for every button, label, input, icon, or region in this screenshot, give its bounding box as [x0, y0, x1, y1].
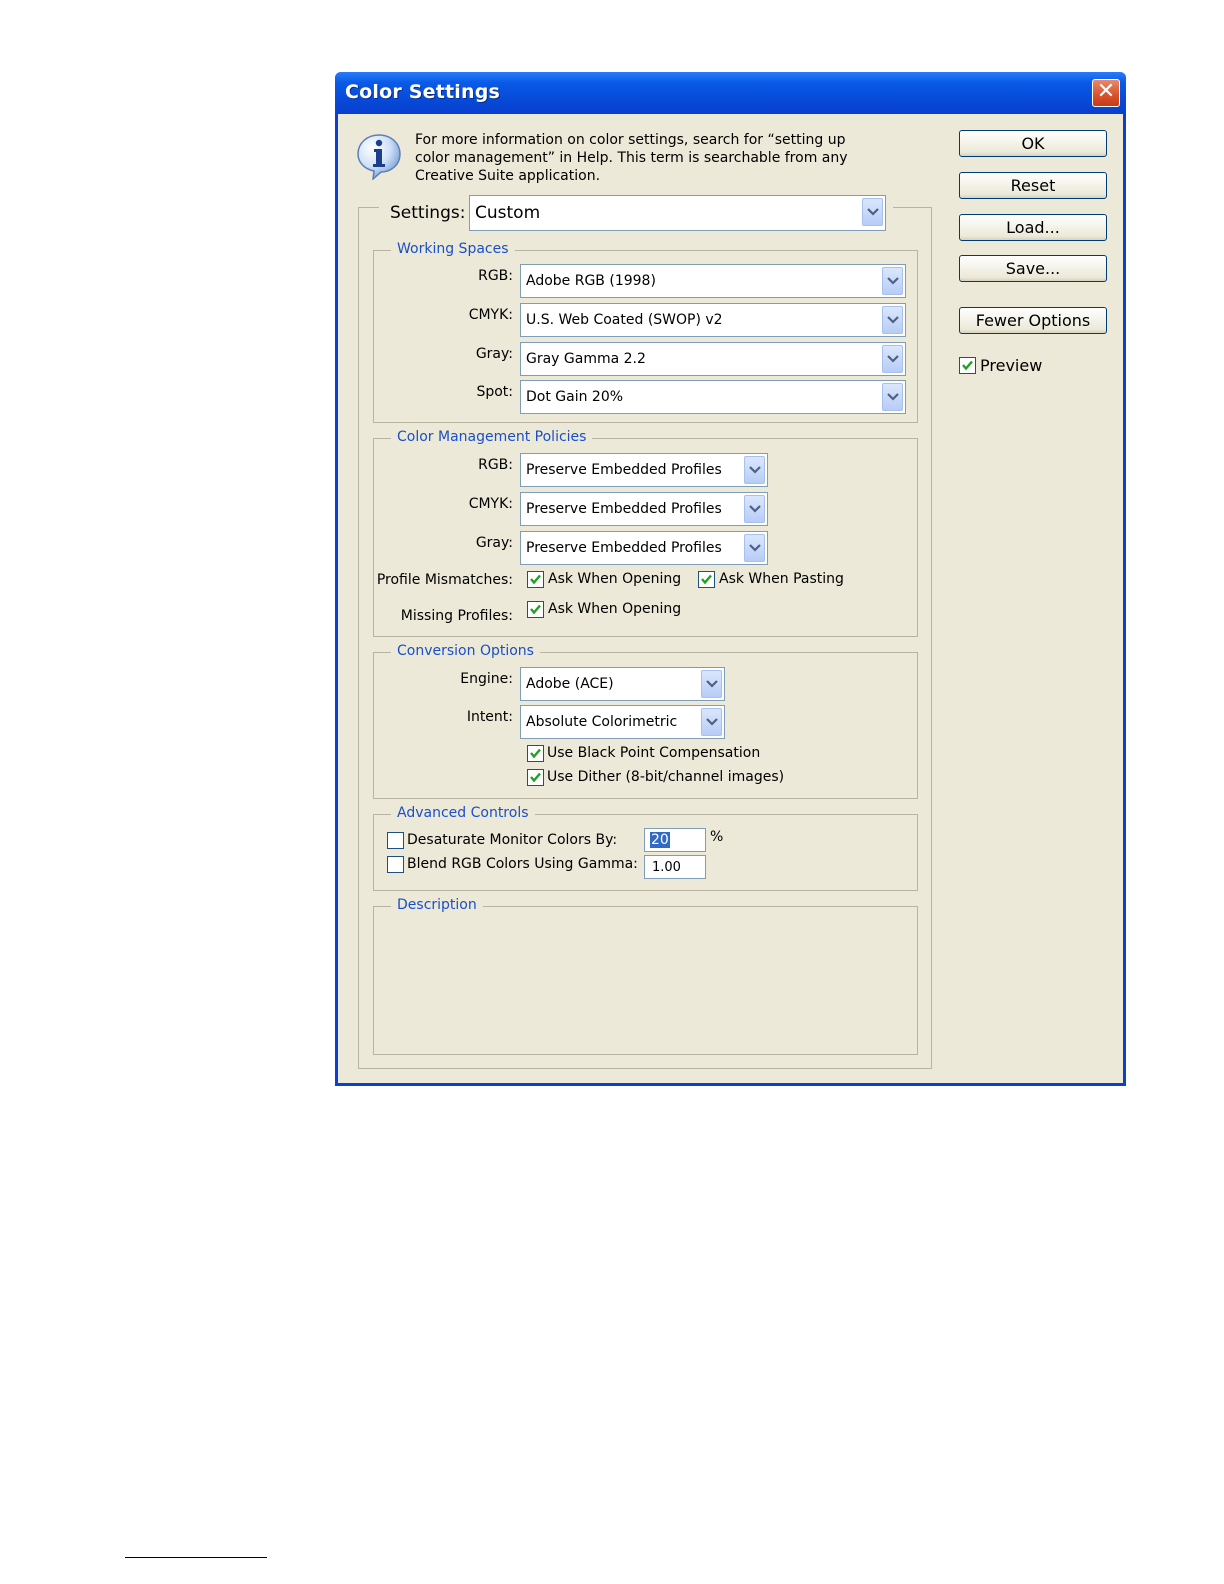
chevron-down-icon[interactable]: [882, 345, 903, 373]
window-title: Color Settings: [345, 81, 501, 103]
close-icon: ✕: [1096, 79, 1116, 104]
ask-opening-label[interactable]: Ask When Opening: [548, 571, 682, 587]
ws-gray-value: Gray Gamma 2.2: [526, 351, 646, 367]
ws-cmyk-label: CMYK:: [468, 307, 513, 323]
chevron-down-icon[interactable]: [701, 708, 722, 736]
ws-spot-dropdown[interactable]: [520, 380, 906, 414]
preview-checkbox[interactable]: [959, 357, 976, 374]
dither-label[interactable]: Use Dither (8-bit/channel images): [547, 769, 785, 785]
mismatch-label: Profile Mismatches:: [376, 572, 513, 588]
pol-cmyk-value: Preserve Embedded Profiles: [526, 501, 722, 517]
chevron-down-icon[interactable]: [744, 495, 765, 523]
ws-rgb-dropdown[interactable]: [520, 264, 906, 298]
ws-rgb-label: RGB:: [478, 268, 513, 284]
close-button[interactable]: [1092, 79, 1120, 107]
info-line-2: color management” in Help. This term is searchable from any: [415, 150, 848, 166]
conversion-legend: Conversion Options: [391, 643, 540, 659]
ws-spot-value: Dot Gain 20%: [526, 389, 624, 405]
description-group: [373, 906, 918, 1055]
chevron-down-icon[interactable]: [882, 267, 903, 295]
advanced-group: [373, 814, 918, 891]
intent-label: Intent:: [466, 709, 513, 725]
engine-label: Engine:: [460, 671, 513, 687]
pol-rgb-dropdown[interactable]: [520, 453, 768, 487]
ask-pasting-checkbox[interactable]: [698, 571, 715, 588]
missing-ask-opening-checkbox[interactable]: [527, 601, 544, 618]
save-button[interactable]: Save...: [959, 255, 1107, 282]
policies-legend: Color Management Policies: [391, 429, 592, 445]
ws-gray-dropdown[interactable]: [520, 342, 906, 376]
pol-rgb-label: RGB:: [478, 457, 513, 473]
info-icon: [355, 132, 403, 180]
info-line-1: For more information on color settings, search for “setting up: [415, 132, 846, 148]
chevron-down-icon[interactable]: [882, 383, 903, 411]
ask-opening-checkbox[interactable]: [527, 571, 544, 588]
pol-gray-label: Gray:: [475, 535, 513, 551]
percent-label: %: [710, 829, 724, 845]
settings-header: [379, 194, 893, 234]
settings-value: Custom: [475, 203, 541, 223]
desaturate-input[interactable]: [644, 828, 706, 852]
description-legend: Description: [391, 897, 483, 913]
info-line-3: Creative Suite application.: [415, 168, 601, 184]
pol-gray-dropdown[interactable]: [520, 531, 768, 565]
chevron-down-icon[interactable]: [701, 670, 722, 698]
ok-button[interactable]: OK: [959, 130, 1107, 157]
pol-gray-value: Preserve Embedded Profiles: [526, 540, 722, 556]
title-bar[interactable]: [335, 72, 1126, 114]
engine-value: Adobe (ACE): [526, 676, 614, 692]
ws-rgb-value: Adobe RGB (1998): [526, 273, 656, 289]
advanced-legend: Advanced Controls: [391, 805, 535, 821]
missing-label: Missing Profiles:: [400, 608, 513, 624]
engine-dropdown[interactable]: [520, 667, 725, 701]
dither-checkbox[interactable]: [527, 769, 544, 786]
chevron-down-icon[interactable]: [744, 534, 765, 562]
chevron-down-icon[interactable]: [882, 306, 903, 334]
settings-label: Settings:: [390, 203, 466, 223]
blend-label[interactable]: Blend RGB Colors Using Gamma:: [407, 856, 638, 872]
blend-value: 1.00: [652, 860, 681, 875]
fewer-options-button[interactable]: Fewer Options: [959, 307, 1107, 334]
intent-dropdown[interactable]: [520, 705, 725, 739]
load-button[interactable]: Load...: [959, 214, 1107, 241]
black-point-label[interactable]: Use Black Point Compensation: [547, 745, 761, 761]
pol-cmyk-label: CMYK:: [468, 496, 513, 512]
ws-cmyk-dropdown[interactable]: [520, 303, 906, 337]
pol-rgb-value: Preserve Embedded Profiles: [526, 462, 722, 478]
color-settings-dialog: [335, 72, 1126, 1086]
desaturate-checkbox[interactable]: [387, 832, 404, 849]
settings-dropdown[interactable]: [469, 195, 886, 231]
blend-input[interactable]: [644, 855, 706, 879]
preview-label[interactable]: Preview: [980, 356, 1043, 375]
footnote-rule: [125, 1557, 267, 1558]
reset-button[interactable]: Reset: [959, 172, 1107, 199]
chevron-down-icon[interactable]: [862, 198, 883, 226]
chevron-down-icon[interactable]: [744, 456, 765, 484]
desaturate-value: 20: [651, 832, 669, 848]
info-text: [415, 131, 848, 185]
blend-checkbox[interactable]: [387, 856, 404, 873]
ws-cmyk-value: U.S. Web Coated (SWOP) v2: [526, 312, 723, 328]
pol-cmyk-dropdown[interactable]: [520, 492, 768, 526]
desaturate-label[interactable]: Desaturate Monitor Colors By:: [407, 832, 618, 848]
ask-pasting-label[interactable]: Ask When Pasting: [719, 571, 844, 587]
ws-gray-label: Gray:: [475, 346, 513, 362]
intent-value: Absolute Colorimetric: [526, 714, 678, 730]
working-spaces-legend: Working Spaces: [391, 241, 515, 257]
missing-ask-opening-label[interactable]: Ask When Opening: [548, 601, 682, 617]
black-point-checkbox[interactable]: [527, 745, 544, 762]
ws-spot-label: Spot:: [476, 384, 513, 400]
